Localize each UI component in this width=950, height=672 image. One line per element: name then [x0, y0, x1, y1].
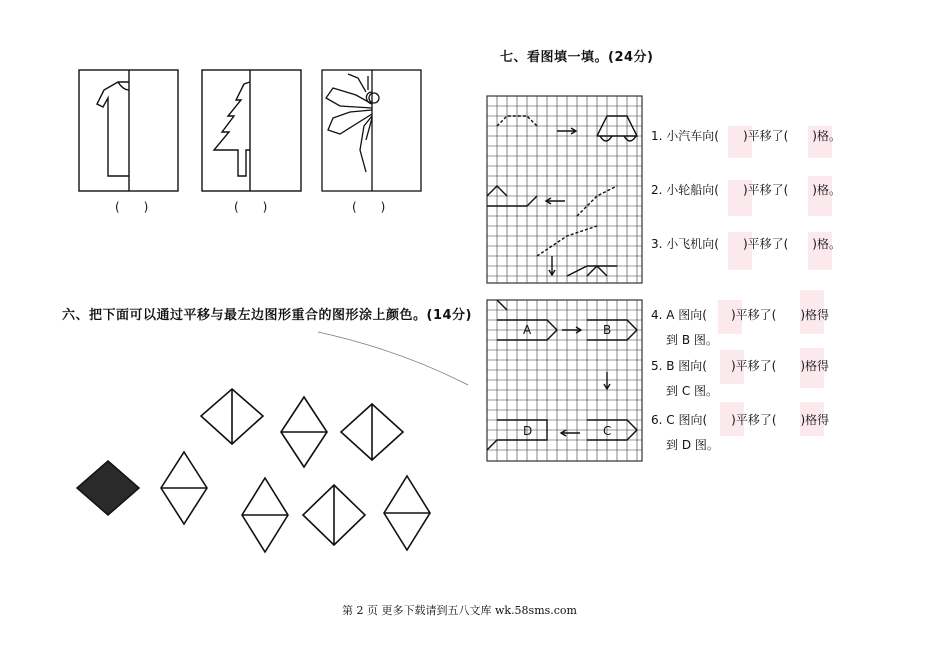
- ship-shapes: [487, 186, 617, 256]
- figure-shirt: [79, 70, 178, 191]
- answer-blank-shirt[interactable]: ( ): [115, 200, 149, 214]
- question-6[interactable]: 6. C 图向( )平移了( )格得: [651, 413, 830, 427]
- answer-blank-tree[interactable]: ( ): [234, 200, 268, 214]
- stray-pen-mark: [318, 332, 468, 385]
- label-c: C: [603, 424, 612, 438]
- question-3[interactable]: 3. 小飞机向( )平移了( )格。: [651, 237, 841, 251]
- question-2[interactable]: 2. 小轮船向( )平移了( )格。: [651, 183, 841, 197]
- figure-insect: [322, 70, 421, 191]
- abcd-shapes: [487, 300, 637, 450]
- reference-diamond-shaded: [77, 461, 139, 515]
- question-5-cont: 到 C 图。: [666, 384, 719, 398]
- question-1[interactable]: 1. 小汽车向( )平移了( )格。: [651, 129, 841, 143]
- question-4-cont: 到 B 图。: [666, 333, 718, 347]
- question-5[interactable]: 5. B 图向( )平移了( )格得: [651, 359, 830, 373]
- section6-heading: 六、把下面可以通过平移与最左边图形重合的图形涂上颜色。(14分): [62, 308, 472, 323]
- candidate-diamonds: [161, 389, 430, 552]
- label-b: B: [603, 323, 612, 337]
- grid-translation-vehicles: [487, 96, 642, 283]
- section7-heading: 七、看图填一填。(24分): [500, 50, 654, 65]
- grid-translation-abcd: [487, 300, 642, 461]
- label-a: A: [523, 323, 532, 337]
- answer-blank-insect[interactable]: ( ): [352, 200, 386, 214]
- question-6-cont: 到 D 图。: [666, 438, 719, 452]
- figure-tree: [202, 70, 301, 191]
- page-footer: 第 2 页 更多下载请到五八文库 wk.58sms.com: [342, 604, 577, 617]
- label-d: D: [523, 424, 533, 438]
- question-4[interactable]: 4. A 图向( )平移了( )格得: [651, 308, 830, 322]
